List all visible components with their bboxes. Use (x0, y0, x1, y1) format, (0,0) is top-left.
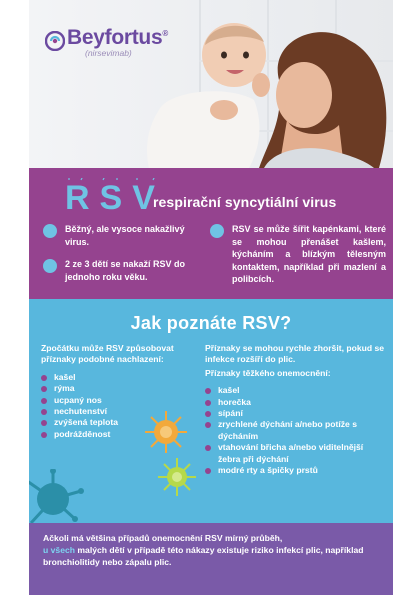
risk-note-text: Ačkoli má většina případů onemocnění RSV mírný průběh, u všech malých dětí v případě této nákazy existuje riziko infekcí plic, například bronchiolitidy nebo zápalu plic. (43, 533, 364, 567)
bullet-dot-icon (205, 445, 211, 451)
orange-virus-icon (143, 409, 189, 455)
rsv-info-panel (29, 168, 393, 299)
list-item: kašel (41, 372, 199, 383)
list-item: rýma (41, 383, 199, 394)
risk-note-panel (29, 523, 393, 595)
bullet-dot-icon (43, 259, 57, 273)
svg-text:RSV: RSV (65, 179, 165, 214)
symptoms-panel (29, 299, 393, 523)
list-item: vtahování břicha a/nebo viditelnější žebra při dýchání (205, 442, 385, 465)
brand-swirl-icon (45, 31, 65, 51)
rsv-subtitle: respirační syncytiální virus (153, 194, 337, 210)
hero-section (29, 0, 393, 168)
list-item: podrážděnost (41, 429, 199, 440)
rsv-fact: RSV se může šířit kapénkami, které se mohou přenášet kašlem, kýcháním a blízkým tělesným kontaktem, například při mazlení a polibcích. (206, 223, 386, 286)
severe-symptoms-column (205, 343, 385, 476)
teal-virus-icon (29, 469, 87, 523)
risk-note-highlight: u všech (43, 545, 76, 555)
brand-generic-name: (nirsevimab) (85, 48, 132, 58)
severe-symptoms-intro: Příznaky se mohou rychle zhoršit, pokud se infekce rozšíří do plic. (205, 343, 385, 365)
mild-symptoms-intro: Zpočátku může RSV způsobovat příznaky podobné nachlazení: (41, 343, 174, 365)
bullet-dot-icon (41, 409, 47, 415)
bullet-dot-icon (205, 388, 211, 394)
bullet-dot-icon (205, 422, 211, 428)
bullet-dot-icon (210, 224, 224, 238)
severe-symptoms-heading: Příznaky těžkého onemocnění: (205, 367, 331, 378)
list-item: horečka (205, 397, 385, 408)
rsv-facts-right (206, 223, 386, 286)
green-virus-icon (157, 457, 197, 497)
bullet-dot-icon (205, 468, 211, 474)
symptoms-title: Jak poznáte RSV? (130, 313, 292, 333)
rsv-fact: 2 ze 3 dětí se nakaží RSV do jednoho roku věku. (39, 258, 207, 283)
list-item: nechutenství (41, 406, 199, 417)
list-item: ucpaný nos (41, 395, 199, 406)
list-item: kašel (205, 385, 385, 396)
list-item: modré rty a špičky prstů (205, 465, 385, 476)
list-item: zrychlené dýchání a/nebo potíže s dýcháním (205, 419, 385, 442)
bullet-dot-icon (43, 224, 57, 238)
bullet-dot-icon (41, 375, 47, 381)
bullet-dot-icon (41, 420, 47, 426)
poster (29, 0, 393, 595)
severe-symptoms-list (205, 385, 385, 476)
bullet-dot-icon (41, 432, 47, 438)
mother-baby-photo (89, 0, 393, 168)
bullet-dot-icon (205, 411, 211, 417)
brand-name: Beyfortus® (67, 26, 168, 49)
list-item: sípání (205, 408, 385, 419)
bullet-dot-icon (205, 400, 211, 406)
rsv-fact: Běžný, ale vysoce nakažlivý virus. (39, 223, 207, 248)
bullet-dot-icon (41, 386, 47, 392)
bullet-dot-icon (41, 398, 47, 404)
rsv-facts-left (39, 223, 207, 283)
list-item: zvýšená teplota (41, 417, 199, 428)
